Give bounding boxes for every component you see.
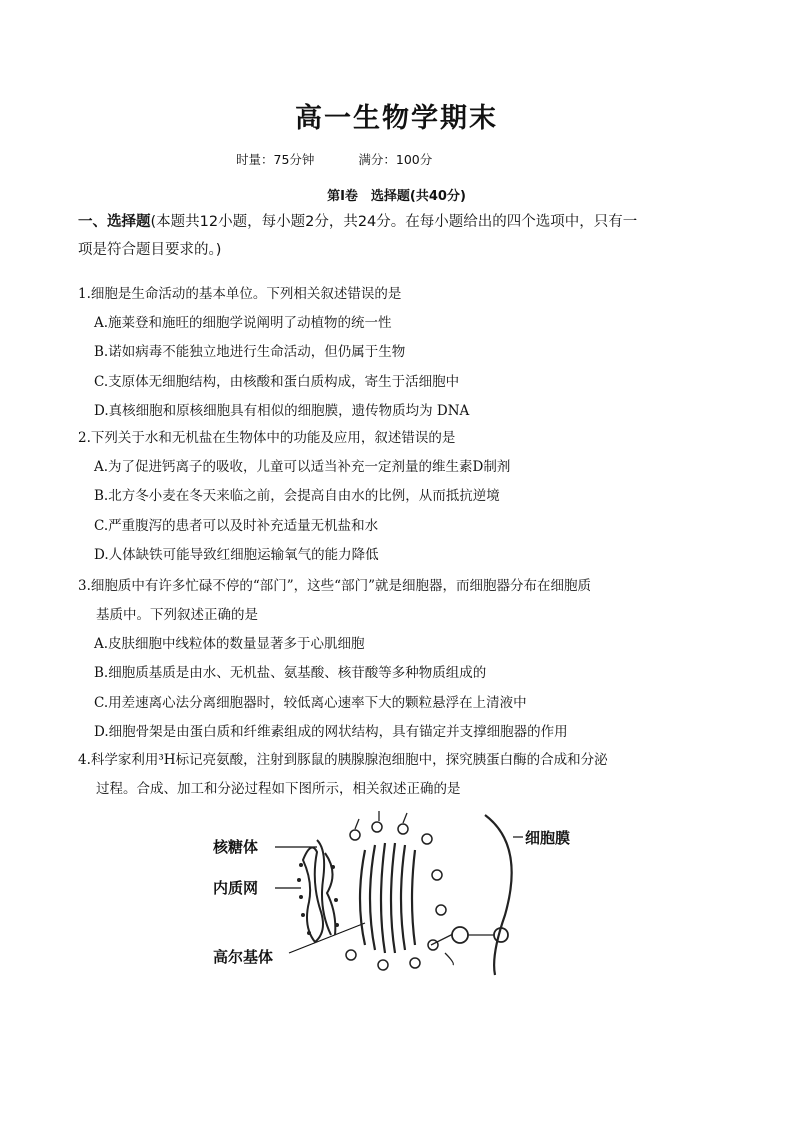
answer-option: A.皮肤细胞中线粒体的数量显著多于心肌细胞 bbox=[94, 636, 365, 652]
time-limit: 时量：75分钟 bbox=[236, 152, 315, 167]
section-heading: 第Ⅰ卷 选择题(共40分) bbox=[327, 189, 466, 204]
instruction-line-1 bbox=[78, 210, 637, 231]
exam-meta bbox=[236, 150, 432, 168]
golgi-structure bbox=[360, 843, 415, 953]
page-title: 高一生物学期末 bbox=[295, 103, 498, 134]
instruction-heading: 一、选择题 bbox=[78, 214, 151, 230]
instruction-line-2: 项是符合题目要求的。) bbox=[78, 242, 222, 258]
answer-option: B.诺如病毒不能独立地进行生命活动，但仍属于生物 bbox=[94, 344, 406, 360]
label-membrane: 细胞膜 bbox=[525, 829, 571, 847]
secretion-diagram bbox=[205, 805, 605, 985]
question-stem: 4.科学家利用³H标记亮氨酸，注射到豚鼠的胰腺腺泡细胞中，探究胰蛋白酶的合成和分泌 bbox=[78, 752, 608, 768]
instruction-text: (本题共12小题，每小题2分，共24分。在每小题给出的四个选项中，只有一 bbox=[150, 214, 638, 230]
label-golgi: 高尔基体 bbox=[213, 948, 274, 966]
answer-option: A.施莱登和施旺的细胞学说阐明了动植物的统一性 bbox=[94, 315, 392, 331]
question-stem: 2.下列关于水和无机盐在生物体中的功能及应用，叙述错误的是 bbox=[78, 430, 456, 446]
answer-option: C.用差速离心法分离细胞器时，较低离心速率下大的颗粒悬浮在上清液中 bbox=[94, 695, 527, 711]
answer-option: B.细胞质基质是由水、无机盐、氨基酸、核苷酸等多种物质组成的 bbox=[94, 665, 487, 681]
answer-option: B.北方冬小麦在冬天来临之前，会提高自由水的比例，从而抵抗逆境 bbox=[94, 488, 500, 504]
answer-option: C.支原体无细胞结构，由核酸和蛋白质构成，寄生于活细胞中 bbox=[94, 374, 460, 390]
er-structure bbox=[303, 840, 335, 942]
answer-option: C.严重腹泻的患者可以及时补充适量无机盐和水 bbox=[94, 518, 379, 534]
answer-option: A.为了促进钙离子的吸收，儿童可以适当补充一定剂量的维生素D制剂 bbox=[94, 459, 511, 475]
label-ribosome: 核糖体 bbox=[213, 838, 259, 856]
question-stem: 基质中。下列叙述正确的是 bbox=[96, 607, 258, 623]
question-stem: 1.细胞是生命活动的基本单位。下列相关叙述错误的是 bbox=[78, 286, 402, 302]
question-stem: 过程。合成、加工和分泌过程如下图所示，相关叙述正确的是 bbox=[96, 781, 461, 797]
label-er: 内质网 bbox=[213, 879, 259, 897]
answer-option: D.细胞骨架是由蛋白质和纤维素组成的网状结构，具有锚定并支撑细胞器的作用 bbox=[94, 724, 568, 740]
answer-option: D.真核细胞和原核细胞具有相似的细胞膜，遗传物质均为 DNA bbox=[94, 403, 470, 419]
full-score: 满分：100分 bbox=[358, 152, 433, 167]
cell-membrane bbox=[485, 815, 512, 975]
answer-option: D.人体缺铁可能导致红细胞运输氧气的能力降低 bbox=[94, 547, 379, 563]
question-stem: 3.细胞质中有许多忙碌不停的“部门”，这些“部门”就是细胞器，而细胞器分布在细胞质 bbox=[78, 578, 591, 594]
